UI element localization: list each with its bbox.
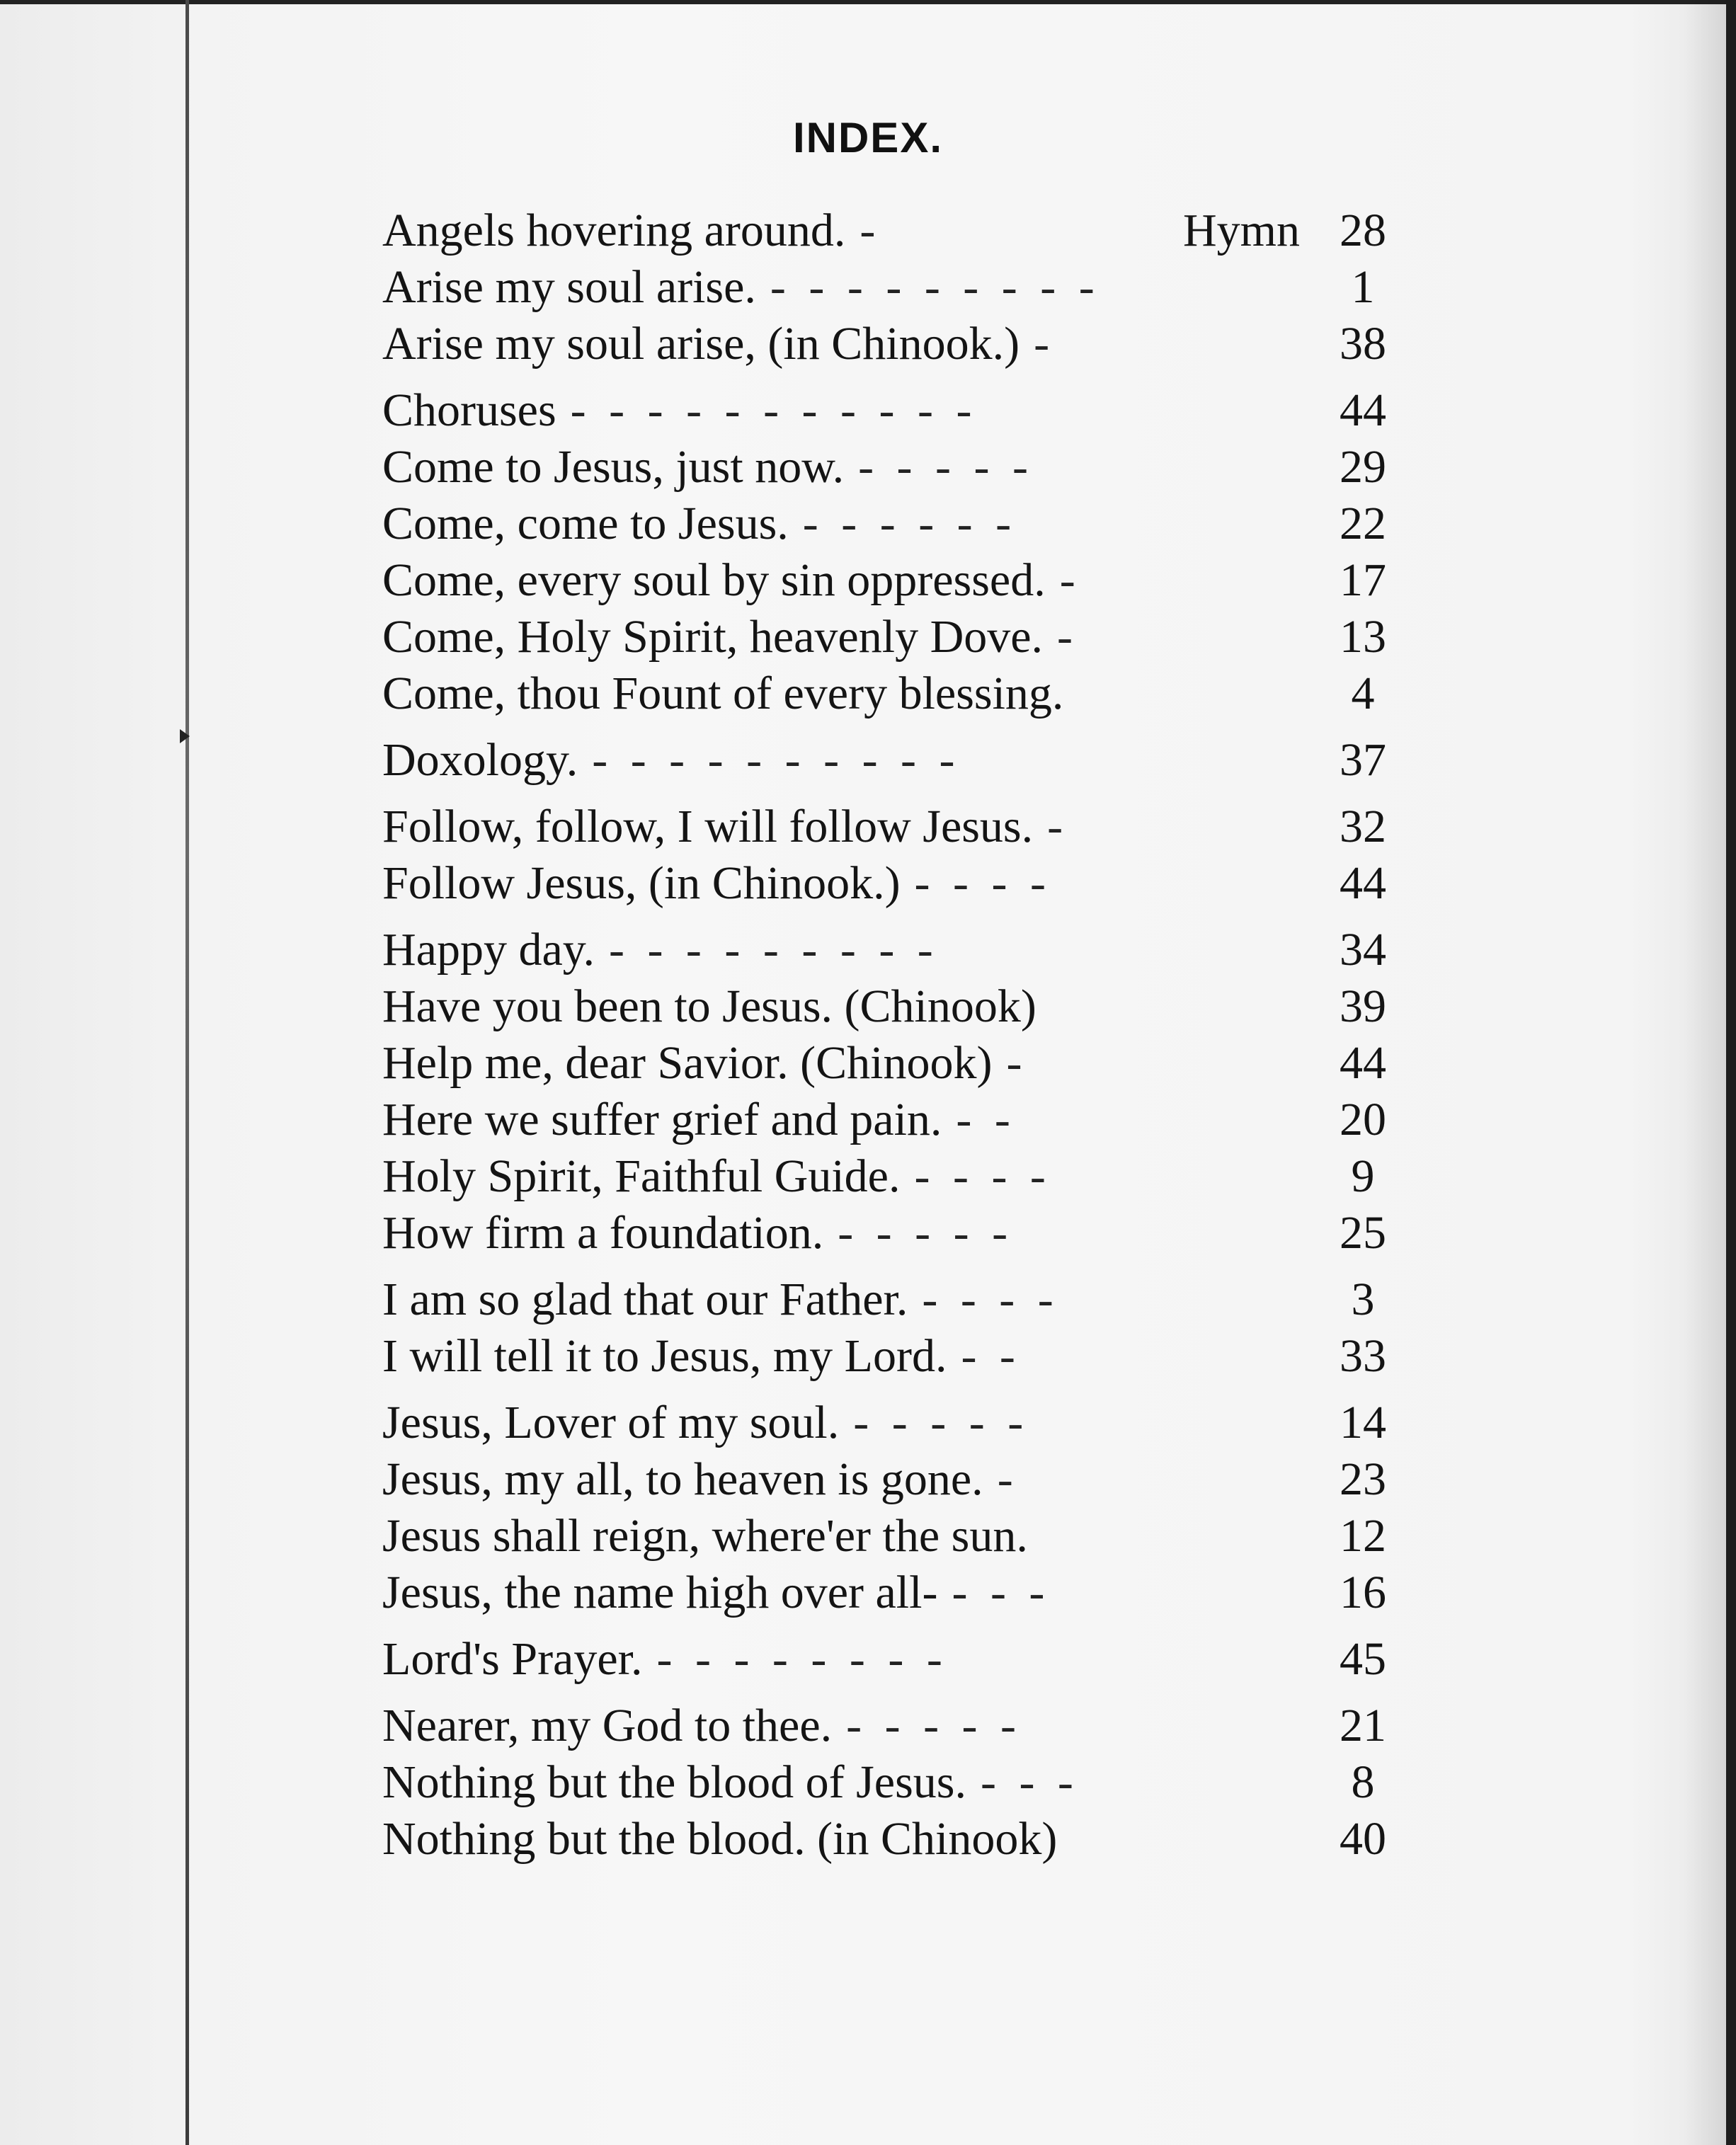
entry-page-number: 44	[1340, 1037, 1386, 1089]
entry-page-number: 13	[1340, 611, 1386, 663]
entry-leader: - -	[956, 1094, 1016, 1145]
index-entry	[382, 1451, 1409, 1508]
index-entry	[382, 1092, 1409, 1148]
index-entry	[382, 1328, 1409, 1385]
index-entry	[382, 202, 1409, 259]
entry-page-number: 37	[1340, 734, 1386, 786]
entry-title: Come, come to Jesus.	[382, 498, 789, 549]
entry-page-number: 44	[1340, 384, 1386, 436]
entry-title: I will tell it to Jesus, my Lord.	[382, 1330, 947, 1382]
entry-leader: - - - -	[922, 1274, 1059, 1325]
entry-title: Have you been to Jesus. (Chinook)	[382, 980, 1037, 1032]
entry-title: How firm a foundation.	[382, 1207, 824, 1259]
entry-leader: - - - - - - - - - -	[592, 734, 961, 786]
entry-page-number: 44	[1340, 857, 1386, 909]
entry-page-number: 25	[1340, 1207, 1386, 1259]
index-entry	[382, 552, 1409, 609]
entry-title: I am so glad that our Father.	[382, 1274, 908, 1325]
index-entry	[382, 1811, 1409, 1867]
entry-leader: - - - - -	[858, 441, 1034, 493]
index-entry	[382, 732, 1409, 789]
entry-leader: - - -	[952, 1567, 1051, 1618]
entry-page-number: 21	[1340, 1700, 1386, 1751]
entry-title: Happy day.	[382, 924, 595, 976]
entry-page-number: 38	[1340, 318, 1386, 370]
entry-title: Jesus, my all, to heaven is gone.	[382, 1453, 983, 1505]
entry-title: Arise my soul arise.	[382, 261, 756, 313]
entry-page-number: 8	[1351, 1756, 1375, 1808]
index-entry	[382, 259, 1409, 316]
entry-title: Angels hovering around.	[382, 205, 846, 256]
entry-leader: - - - - - - - - -	[608, 924, 939, 976]
scan-right-edge	[1726, 0, 1736, 2145]
entry-leader: - - - - -	[853, 1397, 1029, 1448]
entry-page-number: 14	[1340, 1397, 1386, 1448]
index-entry	[382, 1754, 1409, 1811]
entry-page-number: 28	[1340, 205, 1386, 256]
index-entry	[382, 1565, 1409, 1621]
entry-page-number: 16	[1340, 1567, 1386, 1618]
entry-leader: - - - - -	[846, 1700, 1022, 1751]
entry-title: Lord's Prayer.	[382, 1633, 643, 1685]
entry-page-number: 4	[1351, 668, 1375, 719]
entry-leader: -	[1047, 801, 1069, 852]
index-entry	[382, 1395, 1409, 1451]
entry-title: Nothing but the blood of Jesus.	[382, 1756, 966, 1808]
entry-title: Nothing but the blood. (in Chinook)	[382, 1813, 1058, 1865]
entry-title: Come to Jesus, just now.	[382, 441, 845, 493]
entry-page-number: 29	[1340, 441, 1386, 493]
entry-leader: - - - -	[914, 1150, 1051, 1202]
entry-leader: - - -	[980, 1756, 1079, 1808]
entry-leader: - - - - - - - - -	[770, 261, 1100, 313]
scan-top-edge	[0, 0, 1736, 4]
index-entry	[382, 1508, 1409, 1565]
entry-leader: - - - - - - - - - - -	[570, 384, 978, 436]
index-entry	[382, 922, 1409, 978]
entry-label: Hymn	[1183, 205, 1300, 256]
index-entry	[382, 1271, 1409, 1328]
index-entry	[382, 978, 1409, 1035]
binding-notch	[180, 729, 190, 743]
entry-leader: - - - - - -	[802, 498, 1017, 549]
entry-title: Doxology.	[382, 734, 578, 786]
entry-title: Jesus shall reign, where'er the sun.	[382, 1510, 1028, 1562]
entry-title: Holy Spirit, Faithful Guide.	[382, 1150, 901, 1202]
index-entry	[382, 1631, 1409, 1688]
index-entry	[382, 609, 1409, 665]
entry-leader: - - - - -	[838, 1207, 1014, 1259]
entry-leader: - -	[961, 1330, 1021, 1382]
entry-leader: -	[1059, 554, 1081, 606]
entry-page-number: 23	[1340, 1453, 1386, 1505]
entry-title: Help me, dear Savior. (Chinook)	[382, 1037, 993, 1089]
entry-title: Come, thou Fount of every blessing.	[382, 668, 1064, 719]
index-list	[382, 202, 1409, 1867]
entry-title: Come, every soul by sin oppressed.	[382, 554, 1046, 606]
entry-leader: -	[1057, 611, 1079, 663]
entry-page-number: 20	[1340, 1094, 1386, 1145]
index-entry	[382, 1205, 1409, 1262]
entry-title: Follow, follow, I will follow Jesus.	[382, 801, 1034, 852]
entry-title: Nearer, my God to thee.	[382, 1700, 833, 1751]
entry-page-number: 33	[1340, 1330, 1386, 1382]
index-entry	[382, 496, 1409, 552]
entry-page-number: 22	[1340, 498, 1386, 549]
index-entry	[382, 1698, 1409, 1754]
entry-page-number: 40	[1340, 1813, 1386, 1865]
entry-title: Arise my soul arise, (in Chinook.)	[382, 318, 1020, 370]
entry-page-number: 1	[1351, 261, 1375, 313]
index-entry	[382, 439, 1409, 496]
index-entry	[382, 382, 1409, 439]
index-entry	[382, 855, 1409, 912]
entry-leader: -	[997, 1453, 1019, 1505]
page-title: INDEX.	[792, 114, 944, 161]
entry-title: Choruses	[382, 384, 556, 436]
entry-page-number: 9	[1351, 1150, 1375, 1202]
entry-page-number: 12	[1340, 1510, 1386, 1562]
entry-page-number: 17	[1340, 554, 1386, 606]
entry-leader: -	[1006, 1037, 1028, 1089]
entry-page-number: 32	[1340, 801, 1386, 852]
entry-title: Jesus, the name high over all-	[382, 1567, 938, 1618]
index-entry	[382, 665, 1409, 722]
index-entry	[382, 1148, 1409, 1205]
index-entry	[382, 799, 1409, 855]
entry-page-number: 3	[1351, 1274, 1375, 1325]
entry-page-number: 39	[1340, 980, 1386, 1032]
entry-page-number: 34	[1340, 924, 1386, 976]
entry-leader: -	[1034, 318, 1056, 370]
entry-title: Come, Holy Spirit, heavenly Dove.	[382, 611, 1044, 663]
entry-leader: - - - -	[914, 857, 1051, 909]
entry-title: Jesus, Lover of my soul.	[382, 1397, 840, 1448]
page-edge-shadow	[1684, 0, 1726, 2145]
index-entry	[382, 316, 1409, 372]
entry-leader: -	[860, 205, 881, 256]
entry-title: Here we suffer grief and pain.	[382, 1094, 942, 1145]
entry-title: Follow Jesus, (in Chinook.)	[382, 857, 901, 909]
index-entry	[382, 1035, 1409, 1092]
entry-page-number: 45	[1340, 1633, 1386, 1685]
entry-leader: - - - - - - - -	[656, 1633, 948, 1685]
binding-line	[185, 0, 189, 2145]
